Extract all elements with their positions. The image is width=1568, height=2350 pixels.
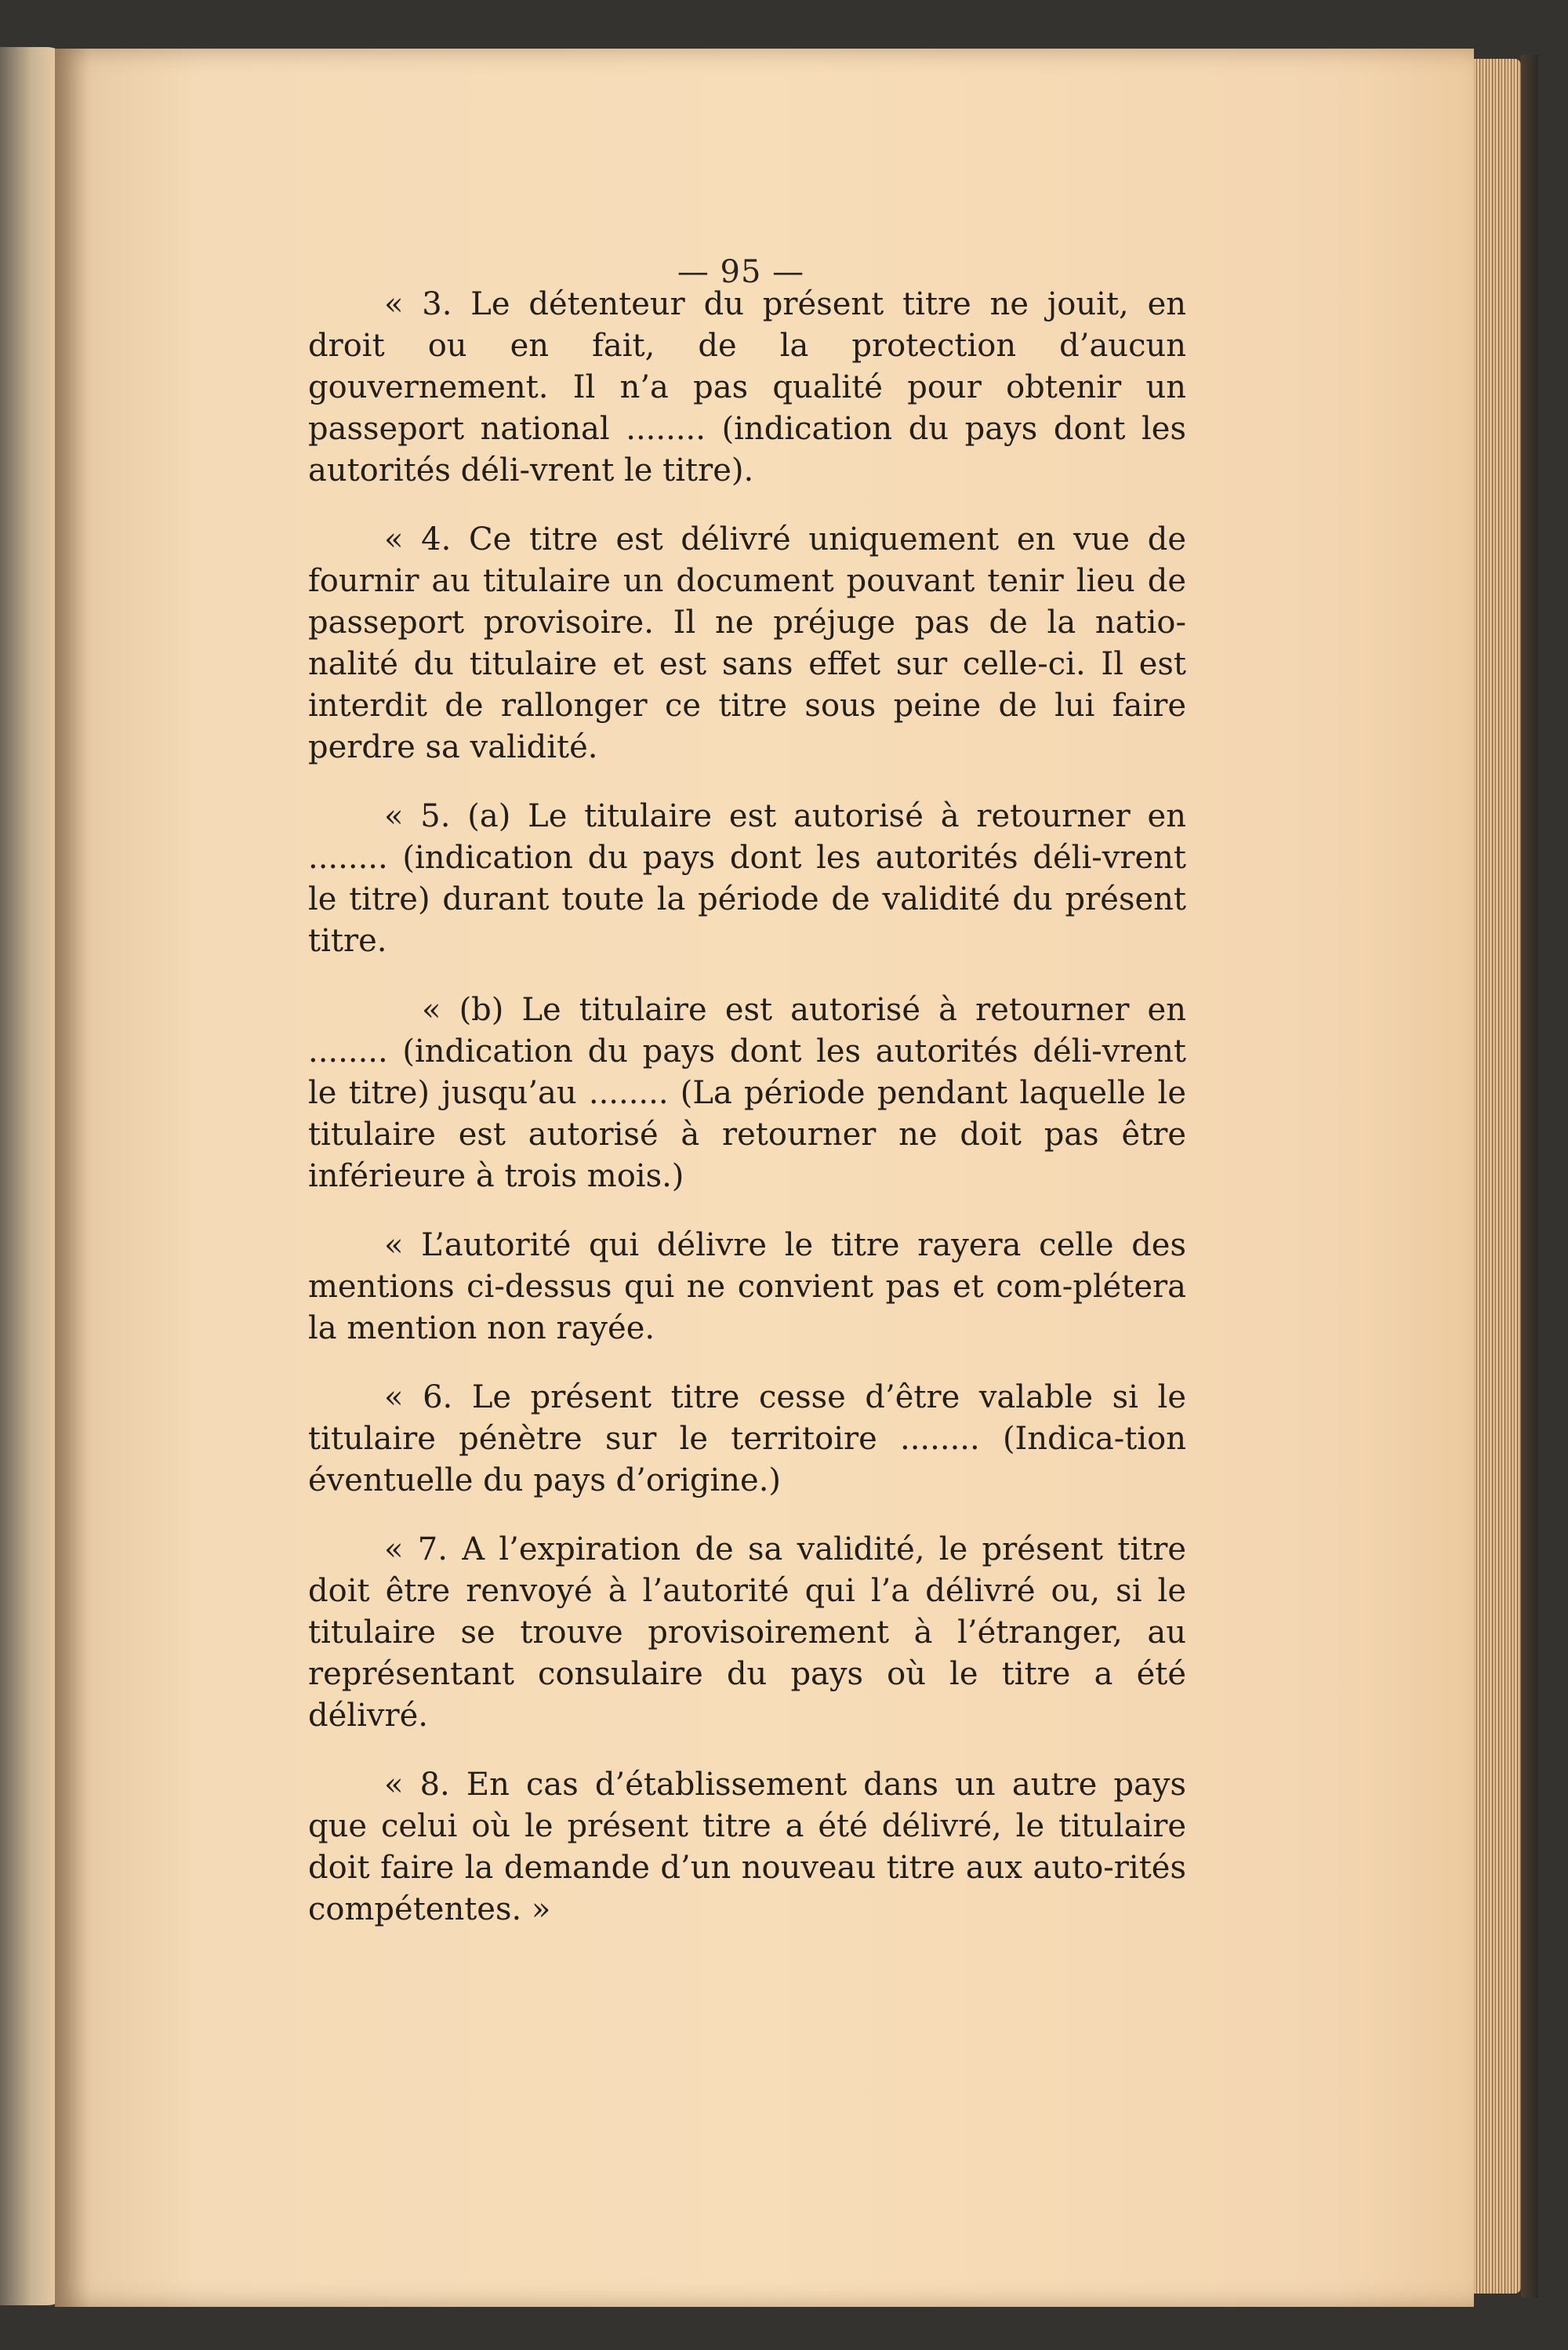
body-text [308,284,1186,1958]
paragraph-4: « 4. Ce titre est délivré uniquement en vue de fournir au titulaire un document pouvant tenir lieu de passeport provisoire. Il ne préjuge pas de la natio-nalité du titulaire et est sans effet sur celle-ci. Il est interdit de rallonger ce titre sous peine de lui faire perdre sa validité. [308,521,1186,765]
paragraph-5b: « (b) Le titulaire est autorisé à retourner en ........ (indication du pays dont les autorités déli-vrent le titre) jusqu’au ........ (La période pendant laquelle le titulaire est autorisé à retourner ne doit pas être inférieure à trois mois.) [308,992,1186,1194]
paragraph-authority-note: « L’autorité qui délivre le titre rayera celle des mentions ci-dessus qui ne convient pas et com-plétera la mention non rayée. [308,1227,1186,1346]
paragraph-5a: « 5. (a) Le titulaire est autorisé à retourner en ........ (indication du pays dont les autorités déli-vrent le titre) durant toute la période de validité du présent titre. [308,798,1186,959]
paragraph-7: « 7. A l’expiration de sa validité, le présent titre doit être renvoyé à l’autorité qui l’a délivré ou, si le titulaire se trouve provisoirement à l’étranger, au représentant consulaire du pays où le titre a été délivré. [308,1531,1186,1734]
binding-shadow [1521,55,1538,2297]
paragraph-8: « 8. En cas d’établissement dans un autre pays que celui où le présent titre a été délivré, le titulaire doit faire la demande d’un nouveau titre aux auto-rités compétentes. » [308,1767,1186,1927]
page-number: — 95 — [677,254,805,290]
paragraph-3: « 3. Le détenteur du présent titre ne jouit, en droit ou en fait, de la protection d’aucun gouvernement. Il n’a pas qualité pour obtenir un passeport national ........ (indication du pays dont les autorités déli-vrent le titre). [308,286,1186,489]
page-stack-edges [1474,59,1521,2294]
paragraph-6: « 6. Le présent titre cesse d’être valable si le titulaire pénètre sur le territoire ........ (Indica-tion éventuelle du pays d’origine.) [308,1379,1186,1498]
